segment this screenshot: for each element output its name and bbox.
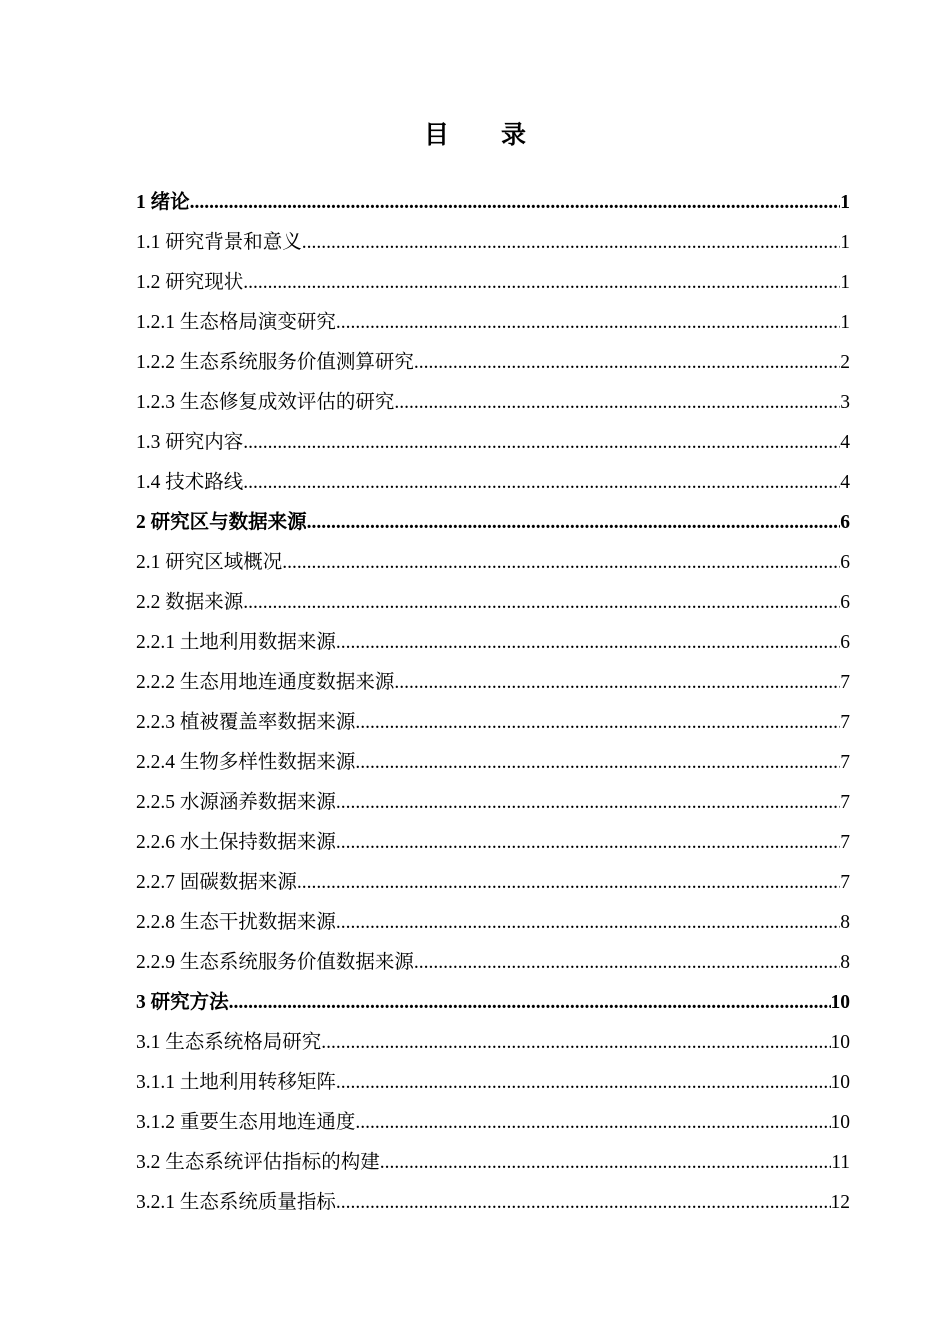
toc-title bbox=[0, 118, 950, 154]
toc-entry[interactable] bbox=[136, 703, 850, 743]
toc-entry-page-number: 8 bbox=[840, 912, 850, 933]
toc-entry-page-number: 10 bbox=[830, 1032, 850, 1053]
toc-entry[interactable] bbox=[136, 583, 850, 623]
toc-entry-label: 2.2.9 生态系统服务价值数据来源 bbox=[136, 952, 414, 973]
toc-dot-leader bbox=[229, 983, 831, 1023]
toc-dot-leader bbox=[307, 503, 841, 543]
toc-entry[interactable] bbox=[136, 503, 850, 543]
toc-entry[interactable] bbox=[136, 183, 850, 223]
toc-entry-label: 3.2 生态系统评估指标的构建 bbox=[136, 1152, 380, 1173]
toc-entry-page-number: 7 bbox=[840, 672, 850, 693]
toc-entry[interactable] bbox=[136, 263, 850, 303]
toc-entry-label: 3.1.1 土地利用转移矩阵 bbox=[136, 1072, 336, 1093]
toc-dot-leader bbox=[336, 1063, 831, 1103]
toc-dot-leader bbox=[336, 783, 840, 823]
toc-entry-label: 2.2.5 水源涵养数据来源 bbox=[136, 792, 336, 813]
toc-entry[interactable] bbox=[136, 823, 850, 863]
toc-dot-leader bbox=[336, 903, 840, 943]
toc-entry[interactable] bbox=[136, 1143, 850, 1183]
toc-entry-page-number: 7 bbox=[840, 792, 850, 813]
toc-entry[interactable] bbox=[136, 423, 850, 463]
toc-entry-label: 3.2.1 生态系统质量指标 bbox=[136, 1192, 336, 1213]
toc-entry-page-number: 1 bbox=[840, 312, 850, 333]
toc-entry-page-number: 1 bbox=[840, 232, 850, 253]
toc-dot-leader bbox=[243, 463, 840, 503]
toc-entry-page-number: 10 bbox=[830, 992, 850, 1013]
toc-entry[interactable] bbox=[136, 1063, 850, 1103]
toc-entry-page-number: 7 bbox=[840, 872, 850, 893]
toc-entry-label: 3 研究方法 bbox=[136, 992, 229, 1013]
toc-dot-leader bbox=[336, 1183, 831, 1223]
toc-entry[interactable] bbox=[136, 983, 850, 1023]
toc-entry-page-number: 6 bbox=[840, 592, 850, 613]
toc-entry[interactable] bbox=[136, 1103, 850, 1143]
toc-entry-label: 1.2.2 生态系统服务价值测算研究 bbox=[136, 352, 414, 373]
toc-dot-leader bbox=[380, 1143, 831, 1183]
toc-dot-leader bbox=[414, 943, 840, 983]
toc-entry-page-number: 11 bbox=[831, 1152, 850, 1173]
toc-entry-label: 2.1 研究区域概况 bbox=[136, 552, 283, 573]
toc-entry-label: 1.2 研究现状 bbox=[136, 272, 244, 293]
toc-entry-label: 1.2.1 生态格局演变研究 bbox=[136, 312, 336, 333]
toc-entry[interactable] bbox=[136, 223, 850, 263]
toc-entry-label: 2.2.2 生态用地连通度数据来源 bbox=[136, 672, 395, 693]
toc-entry[interactable] bbox=[136, 903, 850, 943]
toc-dot-leader bbox=[243, 583, 840, 623]
toc-entry-label: 2.2.7 固碳数据来源 bbox=[136, 872, 297, 893]
toc-entry[interactable] bbox=[136, 1023, 850, 1063]
toc-dot-leader bbox=[336, 823, 840, 863]
toc-entry[interactable] bbox=[136, 943, 850, 983]
toc-entry[interactable] bbox=[136, 463, 850, 503]
toc-entry[interactable] bbox=[136, 543, 850, 583]
toc-entry-page-number: 8 bbox=[840, 952, 850, 973]
toc-entry-label: 2.2.3 植被覆盖率数据来源 bbox=[136, 712, 356, 733]
toc-entry-label: 3.1 生态系统格局研究 bbox=[136, 1032, 322, 1053]
toc-entry-label: 1.1 研究背景和意义 bbox=[136, 232, 302, 253]
toc-entry[interactable] bbox=[136, 863, 850, 903]
toc-dot-leader bbox=[414, 343, 840, 383]
toc-entry-page-number: 10 bbox=[830, 1112, 850, 1133]
toc-entry-page-number: 4 bbox=[840, 472, 850, 493]
toc-entry-page-number: 7 bbox=[840, 752, 850, 773]
toc-dot-leader bbox=[321, 1023, 830, 1063]
toc-entry-page-number: 2 bbox=[840, 352, 850, 373]
toc-dot-leader bbox=[355, 743, 840, 783]
toc-entry[interactable] bbox=[136, 303, 850, 343]
toc-entry-label: 2.2.4 生物多样性数据来源 bbox=[136, 752, 356, 773]
toc-list bbox=[136, 183, 850, 1223]
toc-dot-leader bbox=[243, 423, 840, 463]
toc-entry-label: 2.2 数据来源 bbox=[136, 592, 244, 613]
toc-entry-label: 2.2.6 水土保持数据来源 bbox=[136, 832, 336, 853]
toc-entry-page-number: 6 bbox=[840, 512, 850, 533]
toc-entry-page-number: 4 bbox=[840, 432, 850, 453]
toc-title-char-1: 目 bbox=[423, 122, 449, 149]
toc-entry-page-number: 3 bbox=[840, 392, 850, 413]
toc-entry-page-number: 12 bbox=[830, 1192, 850, 1213]
toc-dot-leader bbox=[190, 183, 841, 223]
toc-dot-leader bbox=[336, 623, 840, 663]
toc-dot-leader bbox=[394, 663, 840, 703]
toc-entry-page-number: 10 bbox=[830, 1072, 850, 1093]
toc-entry[interactable] bbox=[136, 383, 850, 423]
toc-entry-label: 1.3 研究内容 bbox=[136, 432, 244, 453]
toc-dot-leader bbox=[243, 263, 840, 303]
toc-entry-label: 1.4 技术路线 bbox=[136, 472, 244, 493]
toc-entry[interactable] bbox=[136, 623, 850, 663]
toc-entry-label: 3.1.2 重要生态用地连通度 bbox=[136, 1112, 356, 1133]
toc-entry-label: 2 研究区与数据来源 bbox=[136, 512, 307, 533]
toc-entry-label: 1.2.3 生态修复成效评估的研究 bbox=[136, 392, 395, 413]
toc-entry[interactable] bbox=[136, 343, 850, 383]
toc-dot-leader bbox=[302, 223, 840, 263]
toc-entry[interactable] bbox=[136, 663, 850, 703]
toc-entry[interactable] bbox=[136, 743, 850, 783]
toc-entry-page-number: 7 bbox=[840, 832, 850, 853]
toc-dot-leader bbox=[355, 703, 840, 743]
toc-title-char-2: 录 bbox=[501, 122, 527, 149]
toc-dot-leader bbox=[355, 1103, 830, 1143]
toc-entry-page-number: 1 bbox=[840, 192, 850, 213]
toc-dot-leader bbox=[282, 543, 840, 583]
toc-dot-leader bbox=[394, 383, 840, 423]
toc-entry[interactable] bbox=[136, 783, 850, 823]
toc-entry-page-number: 1 bbox=[840, 272, 850, 293]
toc-dot-leader bbox=[297, 863, 840, 903]
toc-entry-page-number: 7 bbox=[840, 712, 850, 733]
toc-entry-label: 2.2.1 土地利用数据来源 bbox=[136, 632, 336, 653]
toc-dot-leader bbox=[336, 303, 840, 343]
toc-entry-page-number: 6 bbox=[840, 552, 850, 573]
toc-entry-page-number: 6 bbox=[840, 632, 850, 653]
toc-entry-label: 1 绪论 bbox=[136, 192, 190, 213]
toc-entry[interactable] bbox=[136, 1183, 850, 1223]
toc-entry-label: 2.2.8 生态干扰数据来源 bbox=[136, 912, 336, 933]
